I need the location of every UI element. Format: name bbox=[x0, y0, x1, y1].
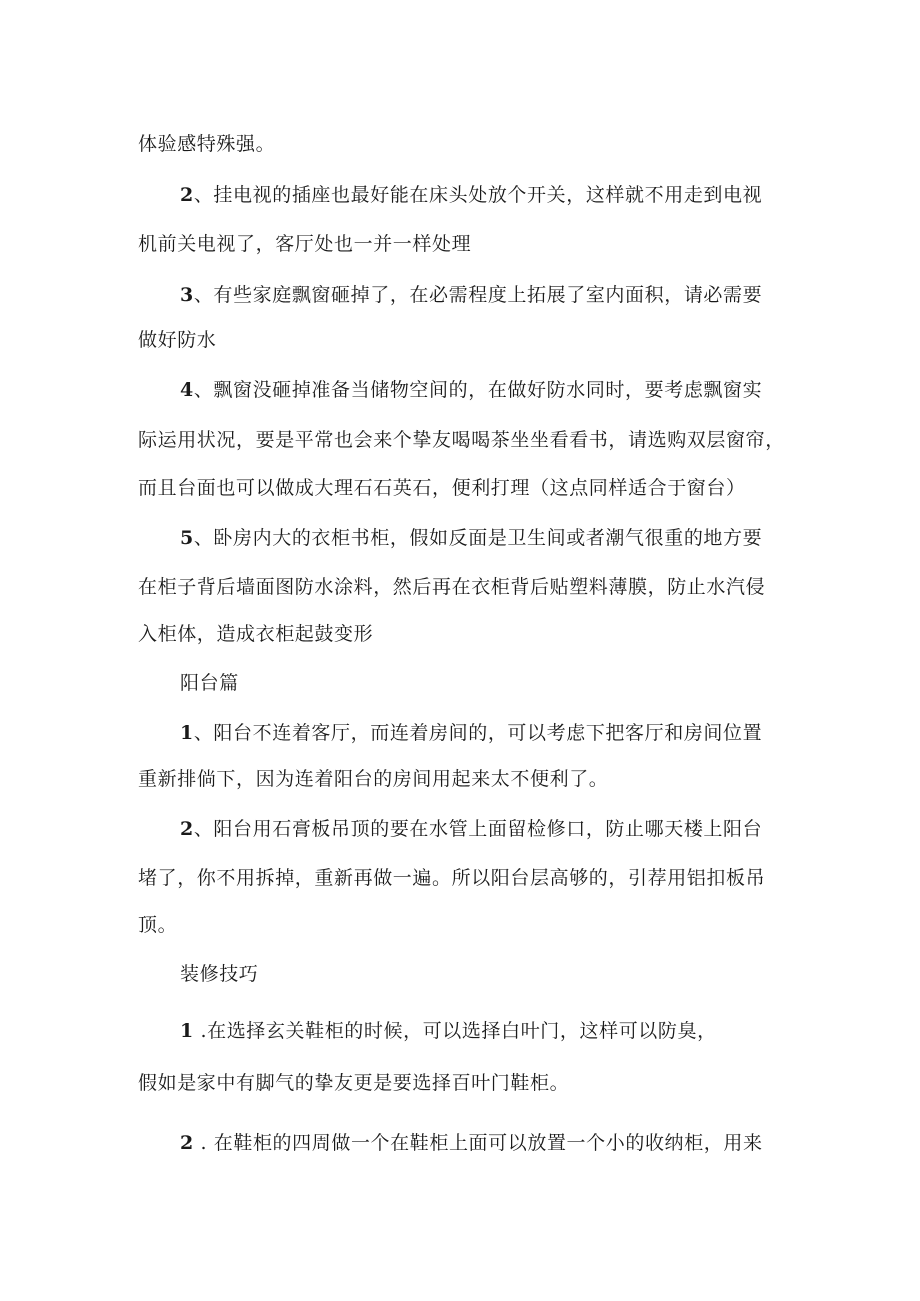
line-text: 入柜体，造成衣柜起鼓变形 bbox=[138, 623, 374, 645]
item-number: 3 bbox=[180, 284, 194, 306]
text-line bbox=[180, 183, 762, 207]
item-number: 1 bbox=[180, 722, 194, 744]
text-line bbox=[138, 866, 765, 890]
text-line bbox=[138, 622, 373, 646]
text-line bbox=[138, 232, 471, 256]
line-text: 、卧房内大的衣柜书柜，假如反面是卫生间或者潮气很重的地方要 bbox=[193, 527, 763, 549]
line-text: 、有些家庭飘窗砸掉了，在必需程度上拓展了室内面积，请必需要 bbox=[193, 284, 763, 306]
line-text: 机前关电视了，客厅处也一并一样处理 bbox=[138, 233, 472, 255]
text-line bbox=[180, 671, 239, 695]
text-line bbox=[138, 428, 785, 452]
text-line bbox=[180, 1131, 763, 1155]
line-text: 假如是家中有脚气的挚友更是要选择百叶门鞋柜。 bbox=[138, 1072, 570, 1094]
line-text: 堵了，你不用拆掉，重新再做一遍。所以阳台层高够的，引荐用铝扣板吊 bbox=[138, 867, 766, 889]
line-text: 做好防水 bbox=[138, 329, 217, 351]
text-line bbox=[138, 328, 216, 352]
line-text: .在选择玄关鞋柜的时候，可以选择白叶门，这样可以防臭， bbox=[193, 1020, 717, 1042]
text-line bbox=[138, 575, 765, 599]
item-number: 1 bbox=[180, 1020, 194, 1042]
line-text: 阳台篇 bbox=[180, 672, 239, 694]
line-text: 装修技巧 bbox=[180, 963, 259, 985]
line-text: 而且台面也可以做成大理石石英石，便利打理（这点同样适合于窗台） bbox=[138, 477, 746, 499]
line-text: 在柜子背后墙面图防水涂料，然后再在衣柜背后贴塑料薄膜，防止水汽侵 bbox=[138, 576, 766, 598]
text-line bbox=[180, 962, 258, 986]
item-number: 5 bbox=[180, 527, 194, 549]
line-text: 重新排倘下，因为连着阳台的房间用起来太不便利了。 bbox=[138, 768, 609, 790]
text-line bbox=[180, 817, 762, 841]
text-line bbox=[138, 1071, 569, 1095]
line-text: 、飘窗没砸掉准备当储物空间的，在做好防水同时，要考虑飘窗实 bbox=[193, 379, 763, 401]
item-number: 4 bbox=[180, 379, 194, 401]
line-text: 体验感特殊强。 bbox=[138, 133, 276, 155]
line-text: 、阳台用石膏板吊顶的要在水管上面留检修口，防止哪天楼上阳台 bbox=[193, 818, 763, 840]
text-line bbox=[138, 913, 177, 937]
text-line bbox=[180, 721, 762, 745]
line-text: 、挂电视的插座也最好能在床头处放个开关，这样就不用走到电视 bbox=[193, 184, 763, 206]
item-number: 2 bbox=[180, 184, 194, 206]
text-line bbox=[180, 378, 762, 402]
line-text: . 在鞋柜的四周做一个在鞋柜上面可以放置一个小的收纳柜，用来 bbox=[193, 1132, 763, 1154]
line-text: 、阳台不连着客厅，而连着房间的，可以考虑下把客厅和房间位置 bbox=[193, 722, 763, 744]
text-line bbox=[138, 476, 746, 500]
text-line bbox=[180, 1019, 717, 1043]
line-text: 顶。 bbox=[138, 914, 178, 936]
text-line bbox=[180, 526, 762, 550]
text-line bbox=[138, 767, 608, 791]
item-number: 2 bbox=[180, 1132, 194, 1154]
line-text: 际运用状况，要是平常也会来个挚友喝喝茶坐坐看看书，请选购双层窗帘， bbox=[138, 429, 785, 451]
text-line bbox=[138, 132, 275, 156]
item-number: 2 bbox=[180, 818, 194, 840]
text-line bbox=[180, 283, 762, 307]
